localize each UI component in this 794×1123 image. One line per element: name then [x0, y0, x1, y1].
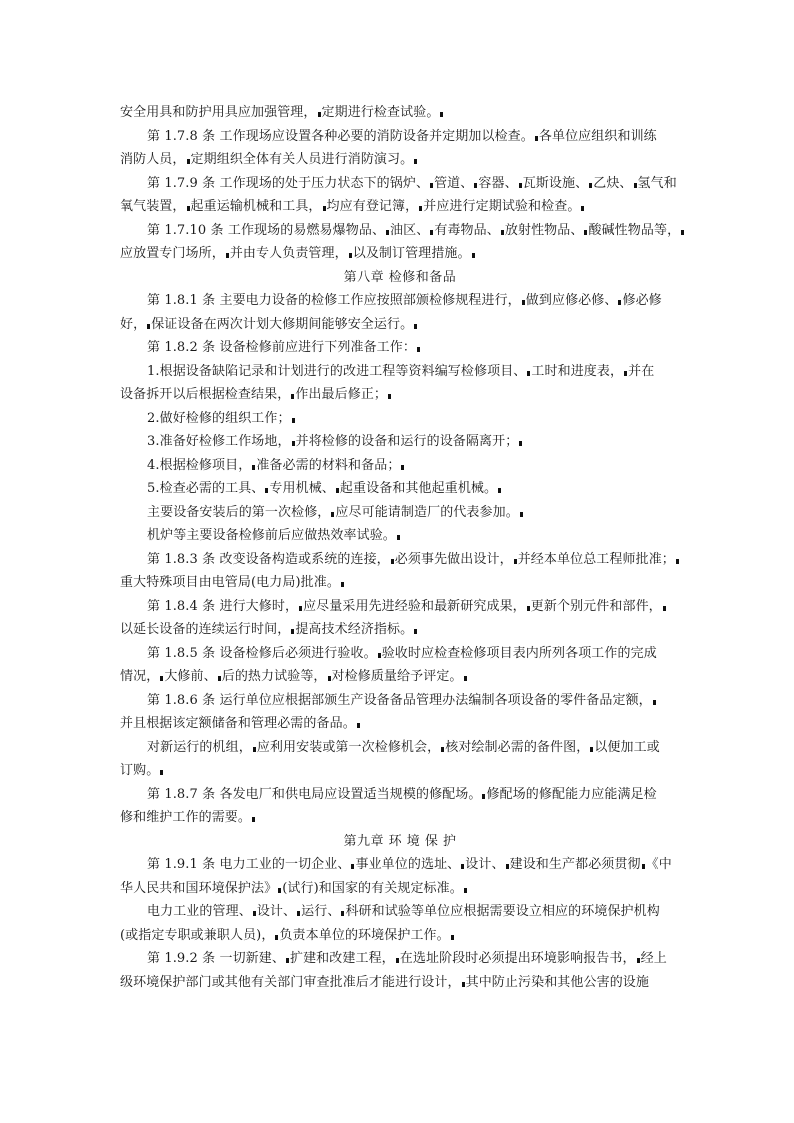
paragraph-mark [299, 606, 302, 611]
paragraph-mark [506, 864, 509, 869]
paragraph-mark [590, 747, 593, 752]
paragraph-mark [187, 159, 190, 164]
paragraph-mark [297, 911, 300, 916]
text-line: 订购。 [120, 759, 680, 783]
paragraph-mark [253, 747, 256, 752]
paragraph-mark [637, 958, 640, 963]
text-line: 对新运行的机组， 应利用安装或第一次检修机会， 核对绘制必需的备件图， 以便加工或 [147, 739, 660, 755]
paragraph-mark [514, 559, 517, 564]
paragraph-mark [618, 300, 621, 305]
text-line: (或指定专职或兼职人员)， 负责本单位的环境保护工作。 [120, 924, 680, 948]
paragraph-mark [676, 559, 679, 564]
paragraph-mark [501, 230, 504, 235]
paragraph-mark [147, 324, 150, 329]
text-line: 5.检查必需的工具、 专用机械、 起重设备和其他起重机械。 [120, 477, 680, 501]
paragraph-mark [414, 159, 417, 164]
paragraph-mark [441, 747, 444, 752]
text-line: 3.准备好检修工作场地， 并将检修的设备和运行的设备隔离开； [120, 430, 680, 454]
paragraph-mark [519, 183, 522, 188]
paragraph-mark [417, 347, 420, 352]
paragraph-mark [430, 230, 433, 235]
paragraph-mark [397, 535, 400, 540]
text-line: 4.根据检修项目， 准备必需的材料和备品； [120, 454, 680, 478]
paragraph-mark [391, 559, 394, 564]
paragraph-mark [527, 371, 530, 376]
paragraph-mark [253, 911, 256, 916]
paragraph-mark [252, 465, 255, 470]
paragraph-mark [265, 488, 268, 493]
text-line: 电力工业的管理、 设计、 运行、 科研和试验等单位应根据需要设立相应的环境保护机构 [147, 904, 660, 919]
paragraph-mark [218, 676, 221, 681]
paragraph-mark [520, 512, 523, 517]
paragraph-mark [464, 888, 467, 893]
paragraph-mark [160, 770, 163, 775]
text-line: 第 1.7.10 条 工作现场的易燃易爆物品、 油区、 有毒物品、 放射性物品、 酸碱性物品等， [120, 219, 680, 243]
text-line: 第 1.8.4 条 进行大修时， 应尽量采用先进经验和最新研究成果， 更新个别元件和部件， [120, 595, 680, 619]
text-line: 机炉等主要设备检修前后应做热效率试验。 [120, 524, 680, 548]
paragraph-mark [474, 183, 477, 188]
paragraph-mark [642, 864, 645, 869]
paragraph-mark [624, 371, 627, 376]
text-line: 情况， 大修前、 后的热力试验等， 对检修质量给予评定。 [120, 665, 680, 689]
paragraph-mark [663, 606, 666, 611]
text-line: 级环境保护部门或其他有关部门审查批准后才能进行设计， 其中防止污染和其他公害的设施 [120, 974, 650, 990]
text-line: 以延长设备的连续运行时间， 提高技术经济指标。 [120, 618, 680, 642]
paragraph-mark [535, 136, 538, 141]
paragraph-mark [419, 206, 422, 211]
paragraph-mark [278, 888, 281, 893]
text-line: 重大特殊项目由电管局(电力局)批准。 [120, 571, 680, 595]
paragraph-mark [653, 700, 656, 705]
paragraph-mark [396, 958, 399, 963]
paragraph-mark [318, 112, 321, 117]
text-line: 修和维护工作的需要。 [120, 806, 680, 830]
paragraph-mark [472, 253, 475, 258]
paragraph-mark [292, 441, 295, 446]
paragraph-mark [430, 183, 433, 188]
paragraph-mark [323, 206, 326, 211]
paragraph-mark [527, 606, 530, 611]
paragraph-mark [378, 653, 381, 658]
text-line: 主要设备安装后的第一次检修， 应尽可能请制造厂的代表参加。 [120, 501, 680, 525]
paragraph-mark [498, 488, 501, 493]
text-line: 第 1.7.9 条 工作现场的处于压力状态下的锅炉、 管道、 容器、 瓦斯设施、 乙炔、 氢气和 [147, 175, 677, 191]
paragraph-mark [349, 253, 352, 258]
paragraph-mark [522, 300, 525, 305]
paragraph-mark [519, 441, 522, 446]
text-line: 华人民共和国环境保护法》 (试行)和国家的有关规定标准。 [120, 877, 680, 901]
chapter-heading: 第九章 环 境 保 护 [343, 833, 457, 849]
paragraph-mark [328, 676, 331, 681]
text-line: 应放置专门场所， 并由专人负责管理， 以及制订管理措施。 [120, 242, 680, 266]
paragraph-mark [357, 723, 360, 728]
chapter-heading: 第八章 检修和备品 [343, 269, 457, 285]
paragraph-mark [331, 512, 334, 517]
paragraph-mark [286, 958, 289, 963]
paragraph-mark [440, 112, 443, 117]
text-line: 第 1.7.8 条 工作现场应设置各种必要的消防设备并定期加以检查。 各单位应组织和训练 [147, 128, 657, 144]
text-line: 消防人员， 定期组织全体有关人员进行消防演习。 [120, 148, 680, 172]
paragraph-mark [187, 206, 190, 211]
paragraph-mark [589, 183, 592, 188]
text-line: 第 1.8.6 条 运行单位应根据部颁生产设备备品管理办法编制各项设备的零件备品定额， [120, 689, 680, 713]
text-line: 1.根据设备缺陷记录和计划进行的改进工程等资料编写检修项目、 工时和进度表， 并在 [147, 363, 655, 379]
paragraph-mark [634, 183, 637, 188]
paragraph-mark [414, 629, 417, 634]
text-line: 第 1.9.1 条 电力工业的一切企业、 事业单位的选址、 设计、 建设和生产都必须贯彻 《中 [147, 857, 672, 872]
paragraph-mark [401, 465, 404, 470]
text-line: 并且根据该定额储备和管理必需的备品。 [120, 712, 680, 736]
paragraph-mark [462, 982, 465, 987]
text-line: 设备拆开以后根据检查结果， 作出最后修正； [120, 383, 680, 407]
text-line: 2.做好检修的组织工作； [120, 407, 680, 431]
paragraph-mark [252, 817, 255, 822]
paragraph-mark [291, 394, 294, 399]
paragraph-mark [388, 394, 391, 399]
paragraph-mark [581, 206, 584, 211]
document-page [120, 101, 680, 994]
paragraph-mark [464, 676, 467, 681]
paragraph-mark [351, 864, 354, 869]
text-line: 第 1.9.2 条 一切新建、 扩建和改建工程， 在选址阶段时必须提出环境影响报告书， 经上 [147, 951, 667, 966]
paragraph-mark [292, 418, 295, 423]
text-line: 安全用具和防护用具应加强管理， 定期进行检查试验。 [120, 101, 680, 125]
text-line: 第 1.8.5 条 设备检修后必须进行验收。 验收时应检查检修项目表内所列各项工作的完成 [147, 645, 657, 661]
paragraph-mark [341, 911, 344, 916]
paragraph-mark [275, 935, 278, 940]
paragraph-mark [226, 253, 229, 258]
text-line: 好， 保证设备在两次计划大修期间能够安全运行。 [120, 313, 680, 337]
paragraph-mark [414, 324, 417, 329]
text-line: 氧气装置， 起重运输机械和工具， 均应有登记簿， 并应进行定期试验和检查。 [120, 195, 680, 219]
text-line: 第 1.8.3 条 改变设备构造或系统的连接， 必须事先做出设计， 并经本单位总工程师批准； [120, 548, 680, 572]
paragraph-mark [291, 629, 294, 634]
text-line: 第 1.8.1 条 主要电力设备的检修工作应按照部颁检修规程进行， 做到应修必修、 修必修 [147, 293, 662, 308]
paragraph-mark [336, 488, 339, 493]
paragraph-mark [160, 676, 163, 681]
text-line: 第 1.8.2 条 设备检修前应进行下列准备工作： [120, 336, 680, 360]
paragraph-mark [681, 230, 684, 235]
paragraph-mark [584, 230, 587, 235]
paragraph-mark [386, 230, 389, 235]
paragraph-mark [341, 582, 344, 587]
paragraph-mark [461, 864, 464, 869]
text-line: 第 1.8.7 条 各发电厂和供电局应设置适当规模的修配场。 修配场的修配能力应能满足检 [147, 786, 657, 802]
paragraph-mark [451, 935, 454, 940]
paragraph-mark [482, 794, 485, 799]
